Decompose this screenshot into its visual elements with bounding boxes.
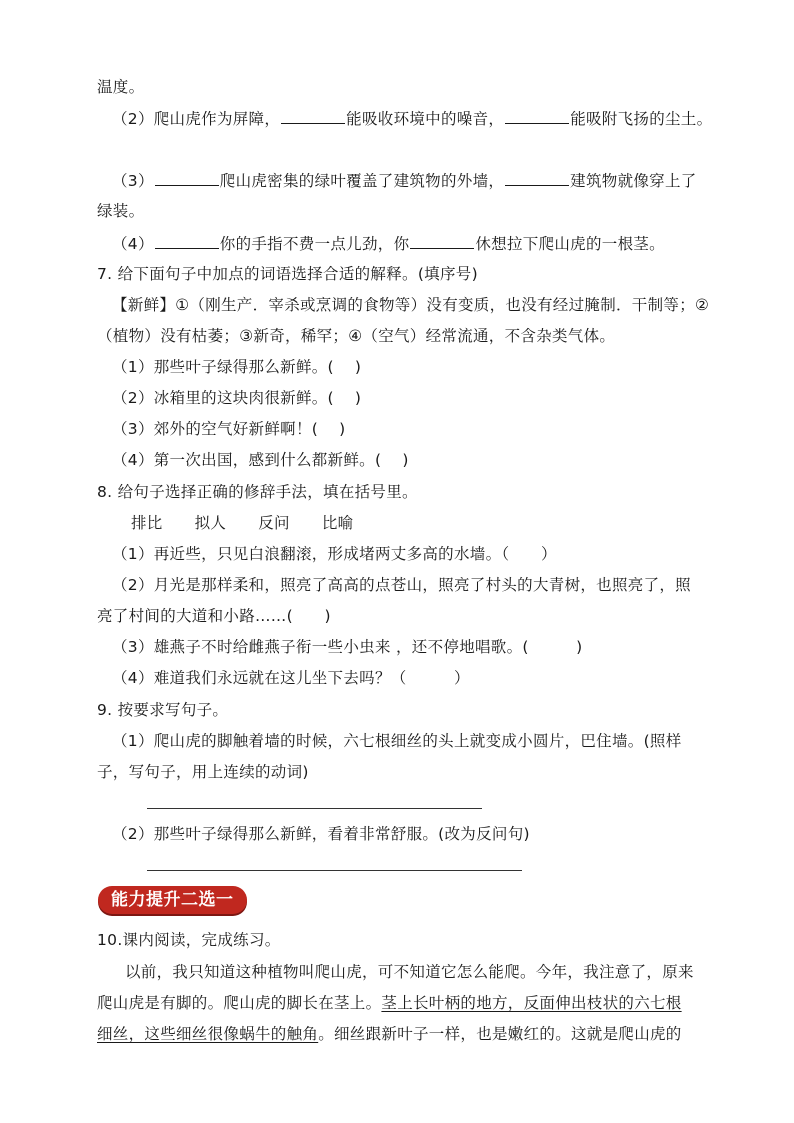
question-7-1: （1）那些叶子绿得那么新鲜。( ) xyxy=(112,358,362,376)
question-7-2: （2）冰箱里的这块肉很新鲜。( ) xyxy=(112,389,362,407)
answer-line[interactable] xyxy=(147,808,482,809)
question-6-3: （3） 爬山虎密集的绿叶覆盖了建筑物的外墙， 建筑物就像穿上了 xyxy=(112,172,697,190)
definition-line: 【新鲜】①（刚生产．宰杀或烹调的食物等）没有变质，也没有经过腌制．干制等；② xyxy=(112,296,710,314)
answer-blank[interactable] xyxy=(410,233,474,249)
question-9-2: （2）那些叶子绿得那么新鲜，看着非常舒服。(改为反问句) xyxy=(112,825,530,843)
rhetoric-options xyxy=(131,513,385,533)
question-10-heading: 10.课内阅读，完成练习。 xyxy=(97,931,281,949)
question-8-4: （4）难道我们永远就在这儿坐下去吗？（ ） xyxy=(112,669,470,687)
question-7-4: （4）第一次出国，感到什么都新鲜。( ) xyxy=(112,451,409,469)
option-label: 排比 xyxy=(131,514,163,532)
question-6-4: （4） 你的手指不费一点儿劲，你 休想拉下爬山虎的一根茎。 xyxy=(112,235,665,253)
question-6-2: （2）爬山虎作为屏障， 能吸收环境中的噪音， 能吸附飞扬的尘土。 xyxy=(112,110,713,128)
underlined-sentence: 茎上长叶柄的地方，反面伸出枝状的六七根 xyxy=(381,994,682,1012)
answer-blank[interactable] xyxy=(155,233,219,249)
underlined-sentence: 细丝，这些细丝很像蜗牛的触角 xyxy=(97,1025,319,1043)
answer-line[interactable] xyxy=(147,870,522,871)
option-label: 比喻 xyxy=(321,514,354,532)
question-8-1: （1）再近些，只见白浪翻滚，形成堵两丈多高的水墙。（ ） xyxy=(112,545,557,563)
text-line: 亮了村间的大道和小路……( ) xyxy=(97,607,331,625)
passage-line: 爬山虎是有脚的。爬山虎的脚长在茎上。茎上长叶柄的地方，反面伸出枝状的六七根 xyxy=(97,994,682,1012)
text-line: 子，写句子，用上连续的动词) xyxy=(97,763,309,781)
section-badge: 能力提升二选一 xyxy=(98,886,247,914)
question-9-1: （1）爬山虎的脚触着墙的时候，六七根细丝的头上就变成小圆片，巴住墙。(照样 xyxy=(112,732,682,750)
option-label: 反问 xyxy=(258,514,290,532)
answer-blank[interactable] xyxy=(505,170,569,186)
question-8-2: （2）月光是那样柔和，照亮了高高的点苍山，照亮了村头的大青树，也照亮了，照 xyxy=(112,576,691,594)
question-7-3: （3）郊外的空气好新鲜啊！( ) xyxy=(112,420,346,438)
question-7-heading: 7. 给下面句子中加点的词语选择合适的解释。(填序号) xyxy=(97,265,478,283)
answer-blank[interactable] xyxy=(505,108,569,124)
text-line: 温度。 xyxy=(97,78,145,96)
option-label: 拟人 xyxy=(194,514,227,532)
definition-line: （植物）没有枯萎；③新奇，稀罕；④（空气）经常流通，不含杂类气体。 xyxy=(97,327,616,345)
answer-blank[interactable] xyxy=(281,108,345,124)
passage-line: 细丝，这些细丝很像蜗牛的触角。细丝跟新叶子一样，也是嫩红的。这就是爬山虎的 xyxy=(97,1025,682,1043)
passage-line: 以前，我只知道这种植物叫爬山虎，可不知道它怎么能爬。今年，我注意了，原来 xyxy=(125,963,694,981)
question-8-heading: 8. 给句子选择正确的修辞手法，填在括号里。 xyxy=(97,483,418,501)
question-8-3: （3）雄燕子不时给雌燕子衔一些小虫来 ，还不停地唱歌。( ) xyxy=(112,638,583,656)
answer-blank[interactable] xyxy=(155,170,219,186)
text-line: 绿装。 xyxy=(97,202,145,220)
question-9-heading: 9. 按要求写句子。 xyxy=(97,701,229,719)
